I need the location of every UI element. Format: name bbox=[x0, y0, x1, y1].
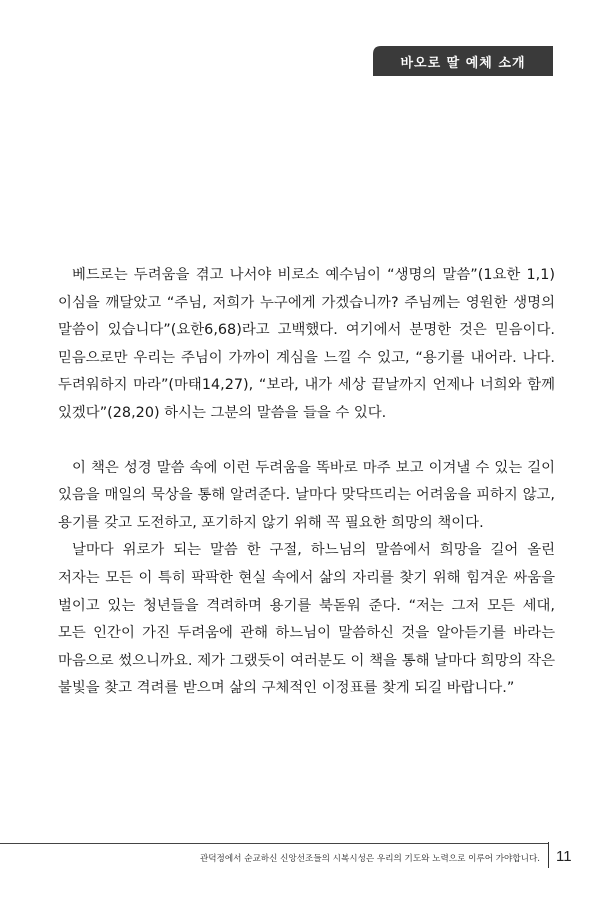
footer-separator bbox=[548, 842, 549, 868]
paragraph: 날마다 위로가 되는 말씀 한 구절, 하느님의 말씀에서 희망을 길어 올린 저자는 모든 이 특히 팍팍한 현실 속에서 삶의 자리를 찾기 위해 힘겨운 싸움을 벌이고 있는 청년들을 격려하며 용기를 북돋워 준다. “저는 그저 모든 세대, 모든 인간이 가진 두려움에 관해 하느님이 말씀하신 것을 알아듣기를 바라는 마음으로 썼으니까요. 제가 그랬듯이 여러분도 이 책을 통해 날마다 희망의 작은 불빛을 찾고 격려를 받으며 삶의 구체적인 이정표를 찾게 되길 바랍니다.” bbox=[58, 542, 555, 697]
paragraph: 이 책은 성경 말씀 속에 이런 두려움을 똑바로 마주 보고 이겨낼 수 있는 길이 있음을 매일의 묵상을 통해 알려준다. 날마다 맞닥뜨리는 어려움을 피하지 않고, 용기를 갖고 도전하고, 포기하지 않기 위해 꼭 필요한 희망의 책이다. bbox=[58, 459, 555, 531]
section-header-badge bbox=[373, 46, 553, 76]
footer-note: 관덕정에서 순교하신 신앙선조들의 시복시성은 우리의 기도와 노력으로 이루어 가야합니다. bbox=[199, 854, 540, 864]
section-title: 바오로 딸 예체 소개 bbox=[400, 55, 526, 71]
footer-rule bbox=[0, 843, 548, 844]
page-number: 11 bbox=[556, 848, 572, 865]
paragraph: 베드로는 두려움을 겪고 나서야 비로소 예수님이 “생명의 말씀”(1요한 1,1)이심을 깨달았고 “주님, 저희가 누구에게 가겠습니까? 주님께는 영원한 생명의 말씀이 있습니다”(요한6,68)라고 고백했다. 여기에서 분명한 것은 믿음이다. 믿음으로만 우리는 주님이 가까이 계심을 느낄 수 있고, “용기를 내어라. 나다. 두려워하지 마라”(마태14,27), “보라, 내가 세상 끝날까지 언제나 너희와 함께 있겠다”(28,20) 하시는 그분의 말씀을 들을 수 있다. bbox=[58, 267, 555, 421]
body-text bbox=[58, 262, 555, 703]
